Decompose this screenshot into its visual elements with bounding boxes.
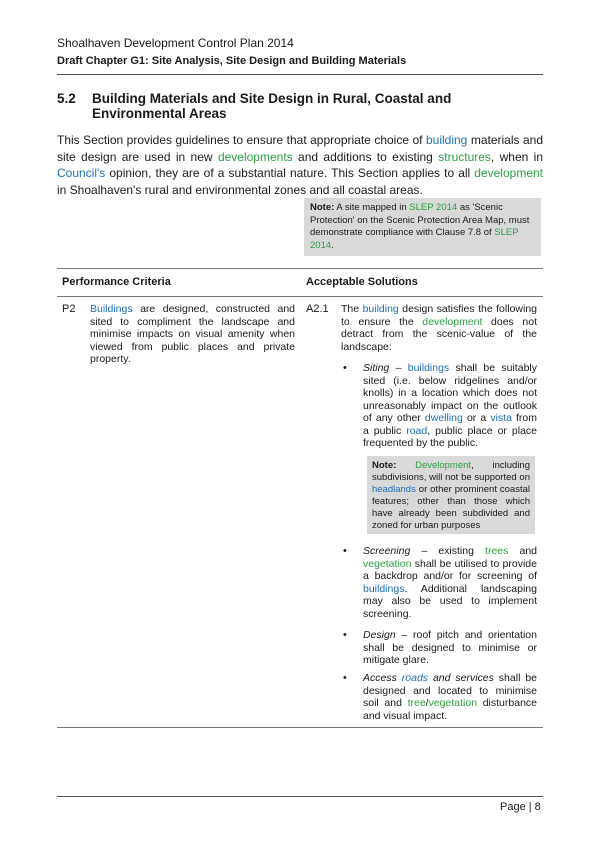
table-top-border xyxy=(57,268,543,269)
link-development[interactable]: Development xyxy=(415,460,472,471)
performance-code: P2 xyxy=(62,303,76,315)
link-vegetation[interactable]: vegetation xyxy=(428,697,478,709)
link-trees[interactable]: trees xyxy=(485,545,509,557)
acceptable-solution-text: The building design satisfies the following to ensure the development does not detract from the scenic-value of the landscape: xyxy=(341,303,538,353)
column-header-acceptable-solutions: Acceptable Solutions xyxy=(306,276,418,288)
list-item-access-roads: Access roads and services shall be designed and located to minimise soil and tree/vegetation disturbance and visual impact. xyxy=(363,672,537,722)
scenic-protection-note: Note: A site mapped in SLEP 2014 as 'Scenic Protection' on the Scenic Protection Area Map, must demonstrate compliance with Clause 7.8 of SLEP 2014. xyxy=(304,198,541,256)
link-buildings[interactable]: buildings xyxy=(407,362,450,374)
link-structures[interactable]: structures xyxy=(438,149,491,164)
link-headlands[interactable]: headlands xyxy=(372,484,416,495)
bullet-icon: • xyxy=(343,545,347,557)
column-header-performance-criteria: Performance Criteria xyxy=(62,276,171,288)
table-bottom-border xyxy=(57,727,543,728)
list-item-screening: Screening – existing trees and vegetation shall be utilised to provide a backdrop and/or for screening of buildings. Additional landscaping may also be used to implement screening. xyxy=(363,545,537,620)
link-building[interactable]: building xyxy=(362,303,399,315)
performance-criteria-text: Buildings are designed, constructed and sited to compliment the landscape and minimise impacts on visual amenity when viewed from public places and private property. xyxy=(90,303,295,365)
link-roads[interactable]: roads xyxy=(401,672,429,684)
headlands-note: Note: Development, including subdivisions, will not be supported on headlands or other prominent coastal features; other than those which have already been subdivided and zoned for urban purposes xyxy=(367,456,535,534)
link-development[interactable]: development xyxy=(422,315,483,328)
link-development[interactable]: development xyxy=(474,166,543,180)
link-developments[interactable]: developments xyxy=(217,149,293,164)
link-buildings[interactable]: buildings xyxy=(363,582,405,595)
bullet-icon: • xyxy=(343,629,347,641)
list-item-siting: Siting – buildings shall be suitably sited (i.e. below ridgelines and/or knolls) in a location which does not unreasonably impact on the outlook of any other dwelling or a vista from a public road, public place or place frequented by the public. xyxy=(363,362,538,449)
link-buildings[interactable]: Buildings xyxy=(90,303,133,315)
document-header-title: Shoalhaven Development Control Plan 2014 xyxy=(57,36,294,50)
list-item-design: Design – roof pitch and orientation shall be designed to minimise or mitigate glare. xyxy=(363,629,537,666)
bullet-icon: • xyxy=(343,362,347,374)
section-number: 5.2 xyxy=(57,91,76,106)
link-tree[interactable]: tree xyxy=(407,697,426,709)
table-header-border xyxy=(57,296,543,297)
link-building[interactable]: building xyxy=(425,133,468,147)
link-dwelling[interactable]: dwelling xyxy=(424,412,463,424)
link-road[interactable]: road xyxy=(406,424,428,437)
page-number: Page | 8 xyxy=(500,801,541,813)
footer-divider xyxy=(57,796,543,797)
link-slep-2014[interactable]: SLEP 2014 xyxy=(310,227,519,251)
link-vegetation[interactable]: vegetation xyxy=(363,557,412,570)
link-councils[interactable]: Council's xyxy=(57,166,106,180)
link-vista[interactable]: vista xyxy=(490,412,512,424)
bullet-icon: • xyxy=(343,672,347,684)
intro-paragraph: This Section provides guidelines to ensure that appropriate choice of building materials and site design are used in new developments and additions to existing structures, when in Council's opinion, they are of a substantial nature. This Section applies to all development in Shoalhaven's rural and environmental zones and all coastal areas. xyxy=(57,133,544,197)
section-title: Building Materials and Site Design in Rural, Coastal and Environmental Areas xyxy=(92,91,452,121)
acceptable-solution-code: A2.1 xyxy=(306,303,329,315)
chapter-title: Draft Chapter G1: Site Analysis, Site Design and Building Materials xyxy=(57,55,407,67)
link-slep-2014[interactable]: SLEP 2014 xyxy=(409,202,458,213)
header-divider xyxy=(57,74,543,75)
